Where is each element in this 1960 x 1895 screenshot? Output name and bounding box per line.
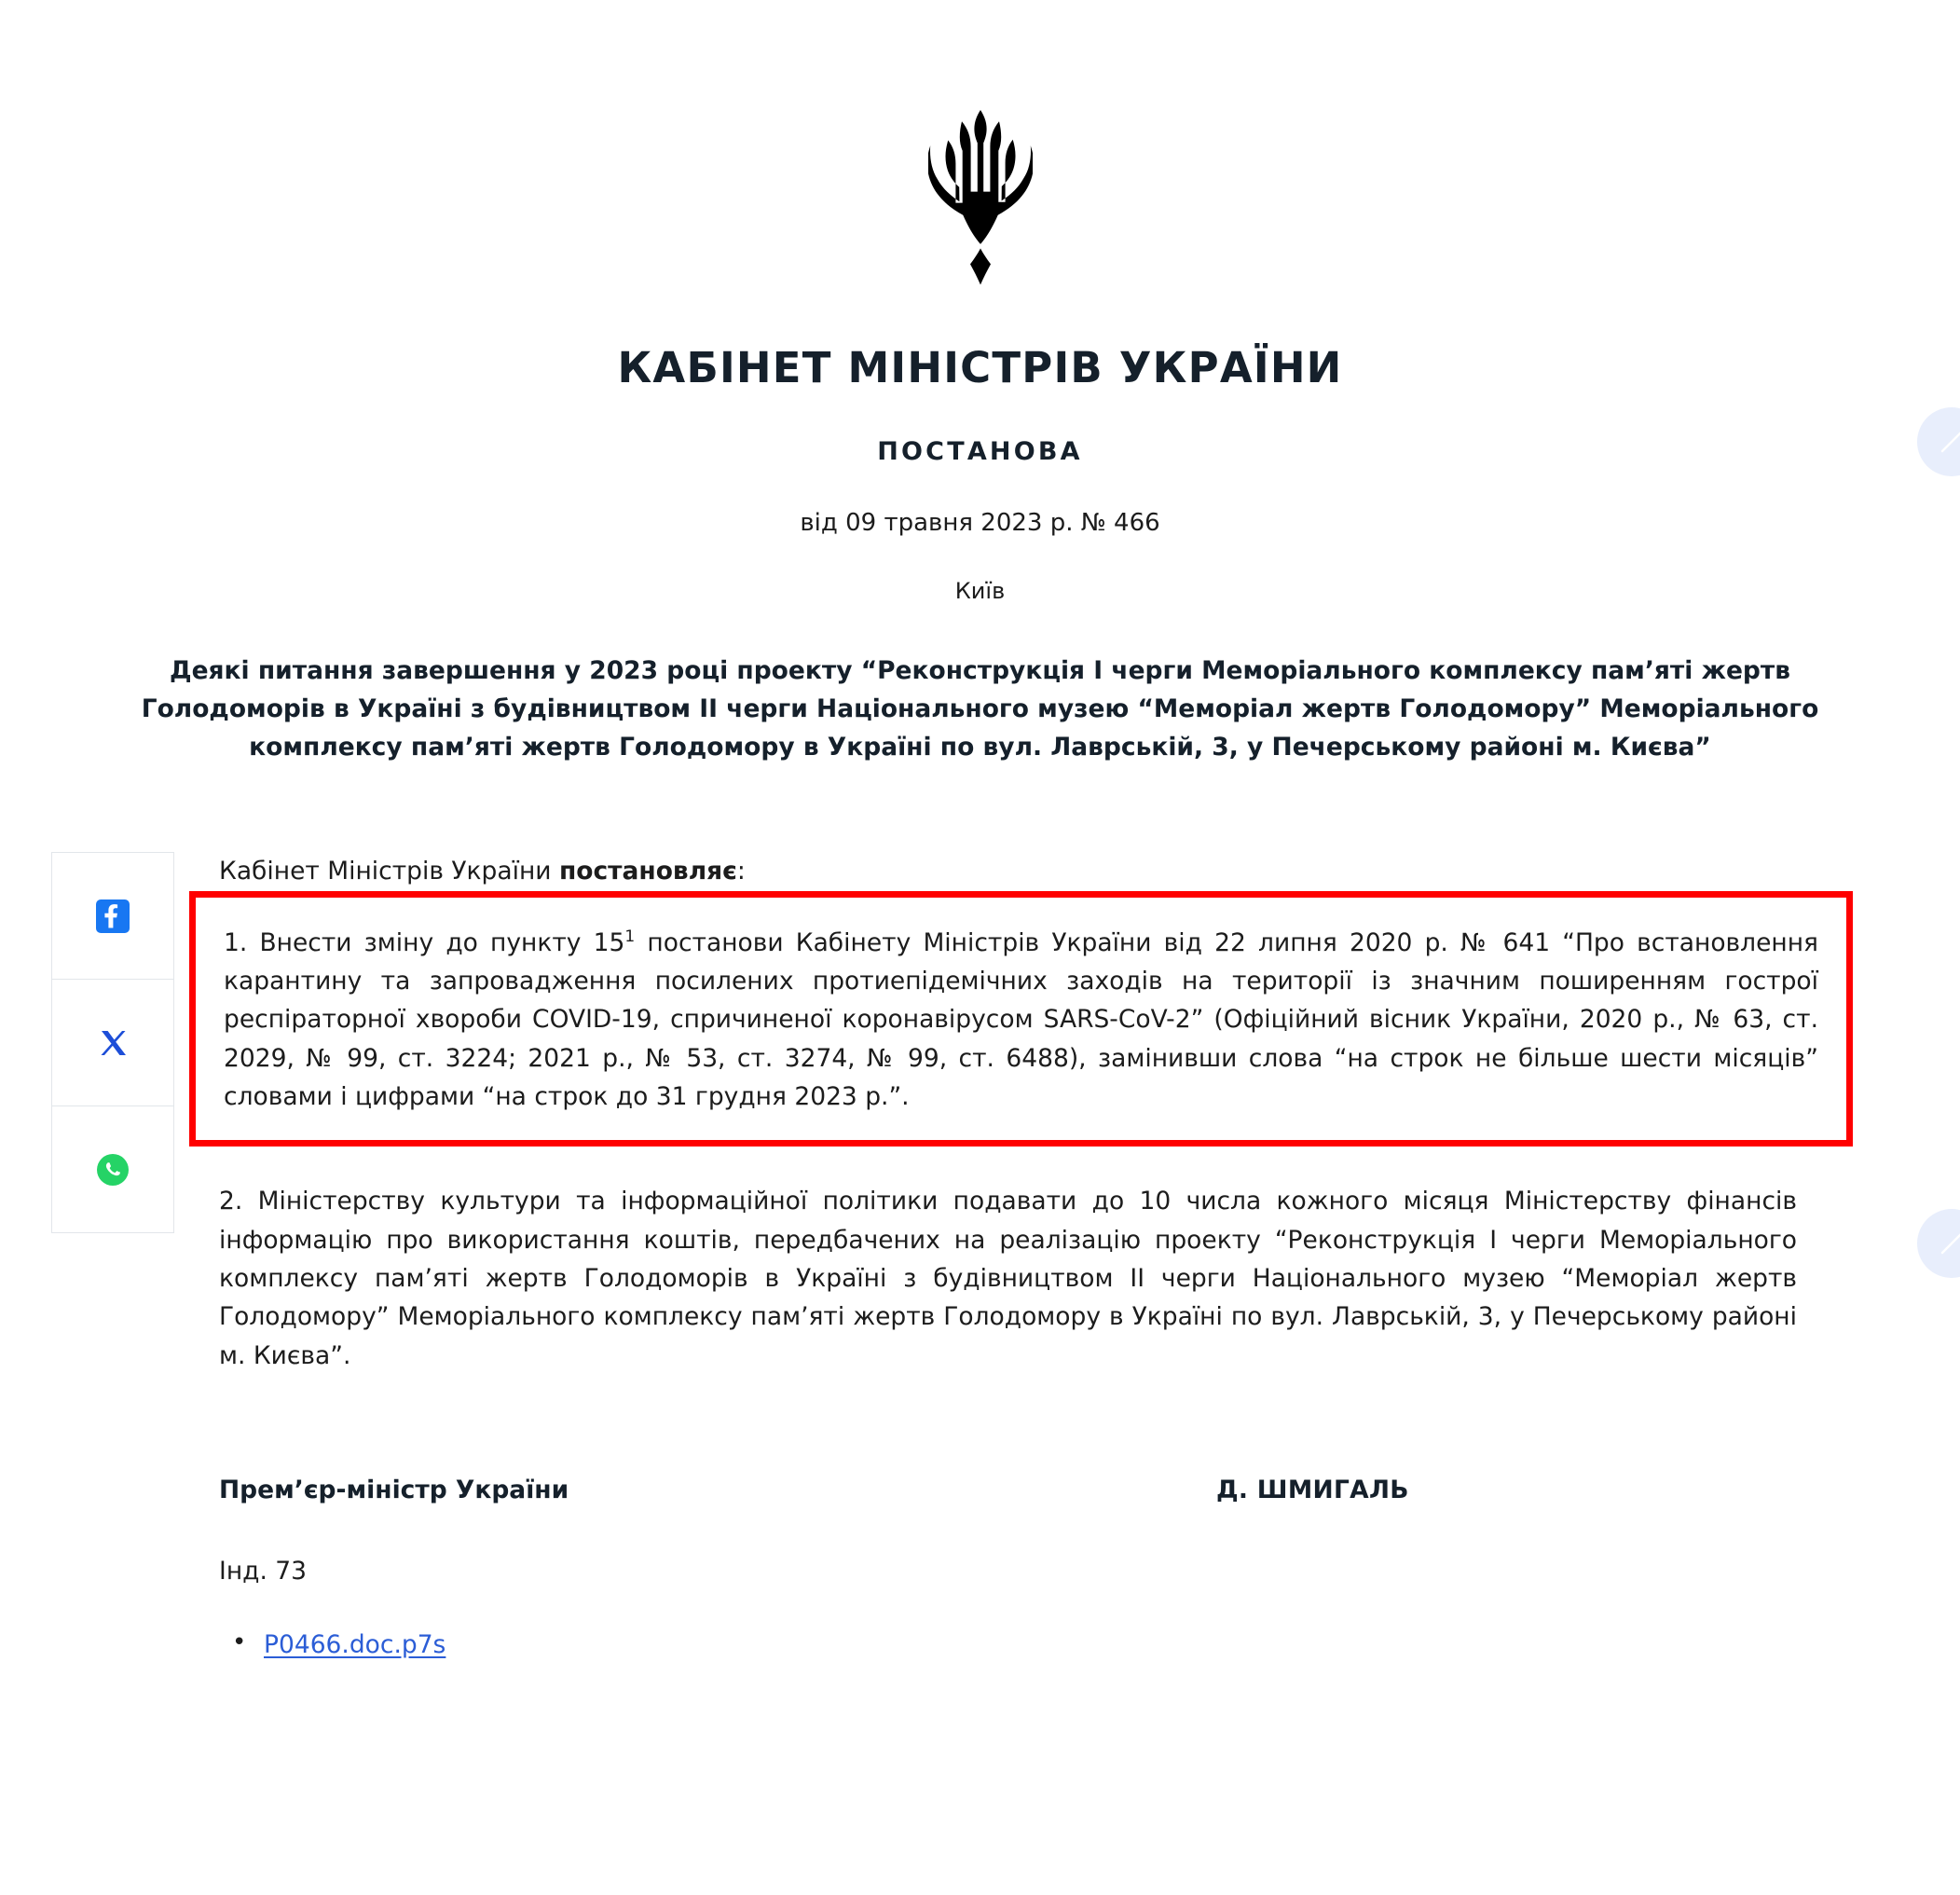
lead-suffix: : (736, 857, 746, 886)
lead-prefix: Кабінет Міністрів України (219, 857, 559, 886)
document-body (177, 852, 1960, 1663)
lead-bold: постановляє (558, 857, 737, 886)
clause-1 (224, 924, 1818, 1117)
highlighted-clause-box (189, 891, 1853, 1147)
clause-1-part1: 1. Внести зміну до пункту 15 (224, 927, 625, 957)
attachment-link[interactable]: P0466.doc.p7s (264, 1630, 446, 1659)
diagonal-arrow-icon (1936, 426, 1960, 458)
document-city: Київ (954, 578, 1006, 604)
lead-paragraph (219, 852, 1797, 890)
page-title: КАБІНЕТ МІНІСТРІВ УКРАЇНИ (617, 343, 1343, 392)
list-item (264, 1627, 1797, 1664)
clause-1-part2: постанови Кабінету Міністрів України від 22 липня 2020 р. № 641 “Про встановлення карантину та запровадження посилених протиепідемічних заходів на території із значним поширенням гострої респіраторної хвороби COVID-19, спричиненої коронавірусом SARS-CoV-2” (Офіційний вісник України, 2020 р., № 63, ст. 2029, № 99, ст. 3224; 2021 р., № 53, ст. 3274, № 99, ст. 6488), замінивши слова “на строк не більше шести місяців” словами і цифрами “на строк до 31 грудня 2023 р.”. (224, 927, 1819, 1112)
diagonal-arrow-icon (1936, 1228, 1960, 1259)
whatsapp-share-button[interactable] (52, 1106, 173, 1233)
document-type: ПОСТАНОВА (877, 437, 1083, 466)
facebook-icon (94, 898, 131, 935)
signature-block (219, 1476, 1797, 1504)
signature-position: Прем’єр-міністр України (219, 1476, 569, 1504)
ukraine-trident-emblem (928, 110, 1033, 287)
clause-2: 2. Міністерству культури та інформаційної політики подавати до 10 числа кожного місяця Міністерству фінансів інформацію про використання коштів, передбачених на реалізацію проекту “Реконструкція I черги Меморіального комплексу пам’яті жертв Голодоморів в Україні з будівництвом II черги Національного музею “Меморіал жертв Голодомору” Меморіального комплексу пам’яті жертв Голодомору в Україні по вул. Лаврській, 3, у Печерському районі м. Києва”. (219, 1187, 1797, 1370)
content-row (0, 852, 1960, 1663)
document-date-number: від 09 травня 2023 р. № 466 (800, 509, 1160, 537)
x-twitter-icon (94, 1024, 131, 1062)
whatsapp-icon (94, 1151, 131, 1188)
emblem-container (0, 0, 1960, 287)
document-subject: Деякі питання завершення у 2023 році проекту “Реконструкція I черги Меморіального комплексу пам’яті жертв Голодоморів в Україні з будівництвом II черги Національного музею “Меморіал жертв Голодомору” Меморіального комплексу пам’яті жертв Голодомору в Україні по вул. Лаврській, 3, у Печерському районі м. Києва” (141, 656, 1819, 762)
attachment-list (219, 1627, 1797, 1664)
signature-name: Д. ШМИГАЛЬ (1216, 1476, 1409, 1504)
clause-1-footnote-marker: 1 (624, 927, 636, 946)
facebook-share-button[interactable] (52, 853, 173, 980)
index-number: Інд. 73 (219, 1557, 308, 1586)
twitter-x-share-button[interactable] (52, 980, 173, 1106)
share-sidebar (51, 852, 177, 1233)
